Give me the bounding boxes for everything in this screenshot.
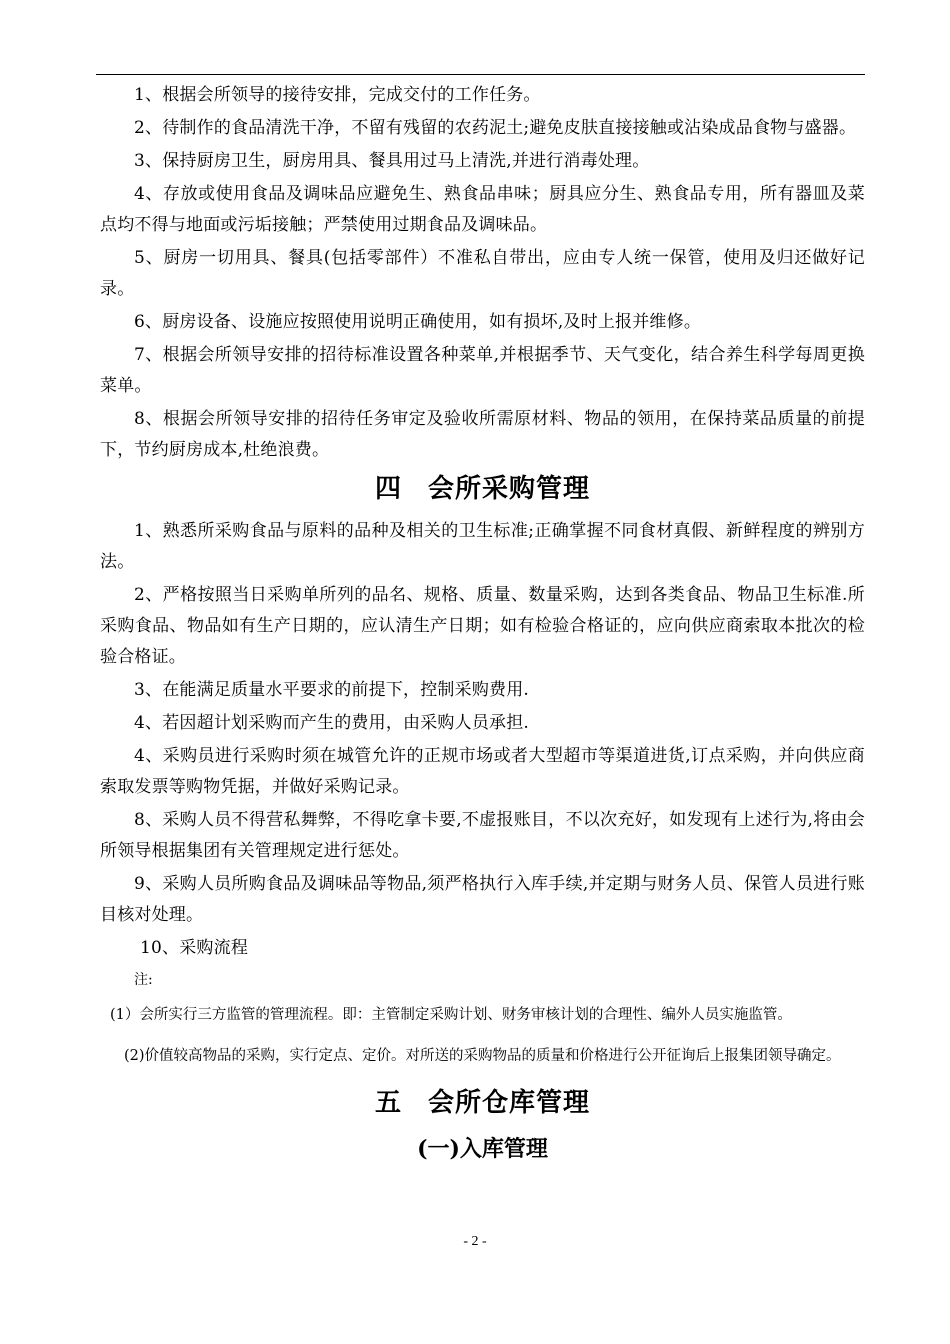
section-4-number: 四 xyxy=(374,474,402,504)
purchase-item-2: 2、严格按照当日采购单所列的品名、规格、质量、数量采购，达到各类食品、物品卫生标准.所采购食品、物品如有生产日期的，应认清生产日期；如有检验合格证的，应向供应商索取本批次的检验合格证。 xyxy=(100,585,865,667)
note-label: 注: xyxy=(134,972,153,988)
page-number: - 2 - xyxy=(463,1234,487,1249)
kitchen-item-8: 8、根据会所领导安排的招待任务审定及验收所需原材料、物品的领用，在保持菜品质量的前提下，节约厨房成本,杜绝浪费。 xyxy=(100,409,865,460)
kitchen-item-6: 6、厨房设备、设施应按照使用说明正确使用，如有损坏,及时上报并维修。 xyxy=(134,312,702,332)
purchase-item-4: 4、若因超计划采购而产生的费用，由采购人员承担. xyxy=(134,713,530,733)
section-4-heading xyxy=(100,468,865,510)
section-4-title: 会所采购管理 xyxy=(428,474,591,504)
note-1: (1）会所实行三方监管的管理流程。即：主管制定采购计划、财务审核计划的合理性、编外人员实施监管。 xyxy=(110,1007,792,1023)
purchase-item-7: 9、采购人员所购食品及调味品等物品,须严格执行入库手续,并定期与财务人员、保管人员进行账目核对处理。 xyxy=(100,874,865,925)
purchase-item-6: 8、采购人员不得营私舞弊，不得吃拿卡要,不虚报账目，不以次充好，如发现有上述行为,将由会所领导根据集团有关管理规定进行惩处。 xyxy=(100,810,865,861)
kitchen-item-2: 2、待制作的食品清洗干净，不留有残留的农药泥土;避免皮肤直接接触或沾染成品食物与盛器。 xyxy=(134,118,857,138)
section-5-number: 五 xyxy=(374,1088,402,1118)
kitchen-item-5: 5、厨房一切用具、餐具(包括零部件）不准私自带出，应由专人统一保管，使用及归还做好记录。 xyxy=(100,248,865,299)
note-2: (2)价值较高物品的采购，实行定点、定价。对所送的采购物品的质量和价格进行公开征询后上报集团领导确定。 xyxy=(124,1048,841,1064)
document-body xyxy=(100,80,865,1168)
purchase-item-5: 4、采购员进行采购时须在城管允许的正规市场或者大型超市等渠道进货,订点采购，并向供应商索取发票等购物凭据，并做好采购记录。 xyxy=(100,746,865,797)
kitchen-item-4: 4、存放或使用食品及调味品应避免生、熟食品串味；厨具应分生、熟食品专用，所有器皿及菜点均不得与地面或污垢接触；严禁使用过期食品及调味品。 xyxy=(100,184,865,235)
purchase-item-1: 1、熟悉所采购食品与原料的品种及相关的卫生标准;正确掌握不同食材真假、新鲜程度的辨别方法。 xyxy=(100,521,865,572)
kitchen-item-7: 7、根据会所领导安排的招待标准设置各种菜单,并根据季节、天气变化，结合养生科学每周更换菜单。 xyxy=(100,345,865,396)
kitchen-item-3: 3、保持厨房卫生，厨房用具、餐具用过马上清洗,并进行消毒处理。 xyxy=(134,151,650,171)
kitchen-item-1: 1、根据会所领导的接待安排，完成交付的工作任务。 xyxy=(134,85,541,105)
section-5-subtitle: (一)入库管理 xyxy=(417,1136,548,1162)
section-5-heading xyxy=(100,1082,865,1124)
purchase-item-3: 3、在能满足质量水平要求的前提下，控制采购费用. xyxy=(134,680,530,700)
header-rule xyxy=(96,74,865,75)
section-5-title: 会所仓库管理 xyxy=(428,1088,591,1118)
purchase-flow-label: 10、采购流程 xyxy=(140,938,249,958)
